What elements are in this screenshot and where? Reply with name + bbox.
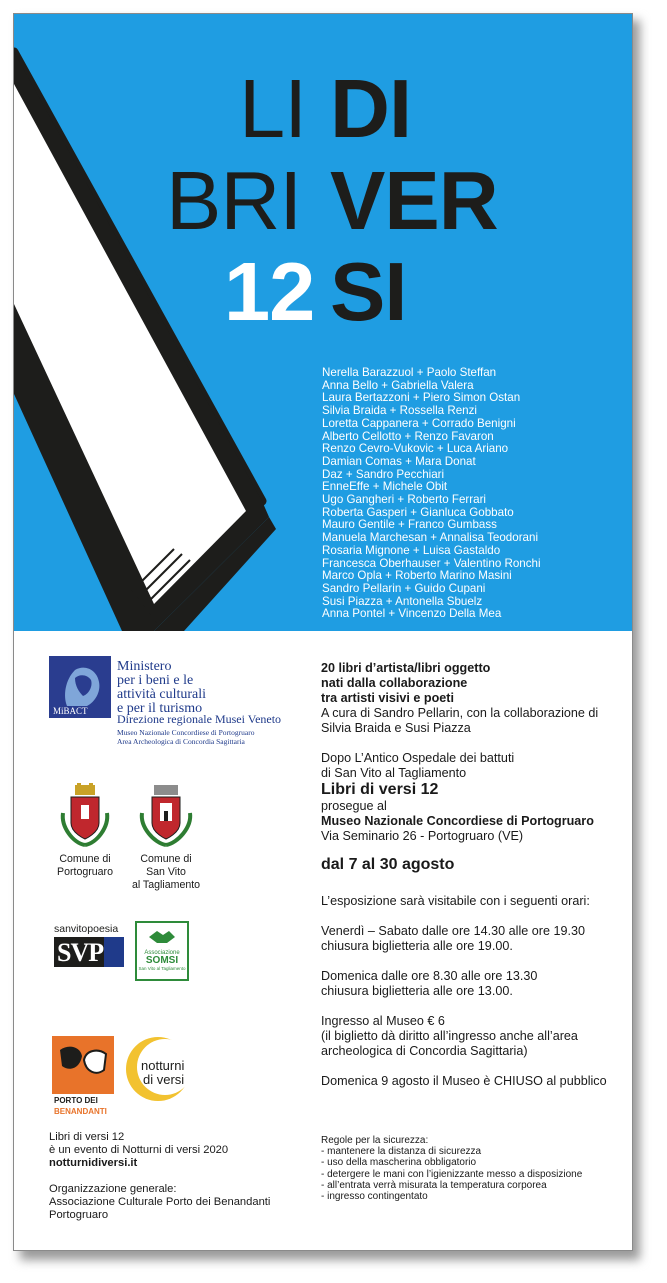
safety-item: - uso della mascherina obbligatorio	[321, 1157, 477, 1169]
safety-item: - all’entrata verrà misurata la temperatura corporea	[321, 1179, 547, 1191]
portogruaro-crest-icon	[59, 783, 111, 849]
safety-rules	[321, 1135, 621, 1202]
artist-pair: Laura Bertazzoni + Piero Simon Ostan	[322, 391, 521, 405]
safety-item: - ingresso contingentato	[321, 1191, 428, 1203]
comune-portogruaro	[52, 783, 118, 879]
artist-pair: Sandro Pellarin + Guido Cupani	[322, 581, 486, 595]
comune1-line2: Portogruaro	[57, 866, 113, 878]
venue-after-line: Dopo L’Antico Ospedale dei battuti	[321, 751, 515, 765]
hours-intro: L’esposizione sarà visitabile con i seguenti orari:	[321, 894, 590, 908]
info-column	[321, 661, 621, 1089]
direzione-text: Direzione regionale Musei Veneto	[117, 712, 282, 726]
title-si: SI	[330, 245, 407, 338]
artist-pair: Loretta Cappanera + Corrado Benigni	[322, 416, 516, 430]
notturni-logo	[123, 1034, 193, 1104]
artist-pair: Anna Bello + Gabriella Valera	[322, 378, 474, 392]
ministero-text: Ministero per i beni e le attività culturali e per il turismo	[117, 659, 207, 716]
venue-after-line: di San Vito al Tagliamento	[321, 766, 467, 780]
somsi-text: SOMSI	[145, 955, 179, 966]
artists-list	[322, 367, 622, 621]
notturni-line2: di versi	[143, 1072, 185, 1087]
notturni-line1: notturni	[141, 1058, 185, 1073]
masks-icon	[52, 1036, 114, 1094]
artist-pair: Alberto Cellotto + Renzo Favaron	[322, 429, 494, 443]
ticket-info: Ingresso al Museo € 6 (il biglietto dà diritto all’ingresso anche all’area archeologica di Concordia Sagittaria)	[321, 1014, 578, 1058]
intro-line: 20 libri d’artista/libri oggetto	[321, 661, 491, 675]
san-vito-crest-icon	[138, 783, 194, 849]
safety-title: Regole per la sicurezza:	[321, 1135, 429, 1146]
artist-pair: Susi Piazza + Antonella Sbuelz	[322, 594, 483, 608]
mibac-logo	[49, 656, 309, 756]
comune2-line1: Comune di	[140, 853, 192, 865]
mibac-badge	[49, 656, 111, 718]
somsi-assoc: Associazione	[144, 950, 180, 956]
venue-continues: prosegue al	[321, 799, 387, 813]
exhibition-dates: dal 7 al 30 agosto	[321, 856, 455, 873]
museum-name: Museo Nazionale Concordiese di Portogruaro	[321, 814, 594, 828]
museo-subtext: Museo Nazionale Concordiese di Portogruaro Area Archeologica di Concordia Sagittaria	[117, 728, 255, 746]
artist-pair: Anna Pontel + Vincenzo Della Mea	[322, 607, 502, 621]
title-ver: VER	[330, 154, 498, 247]
comune2-line3: al Tagliamento	[131, 879, 201, 891]
svp-mark	[54, 937, 124, 967]
hours-fri-sat: Venerdì – Sabato dalle ore 14.30 alle ore 19.30 chiusura biglietteria alle ore 19.00.	[321, 924, 585, 953]
safety-item: - detergere le mani con l’igienizzante messo a disposizione	[321, 1168, 583, 1180]
somsi-logo	[135, 921, 189, 981]
artist-pair: Ugo Gangheri + Roberto Ferrari	[322, 493, 486, 507]
handshake-icon	[147, 925, 177, 945]
porto-line1: PORTO DEI	[54, 1096, 98, 1105]
mibac-badge-text: MiBACT	[53, 706, 88, 716]
artist-pair: Francesca Oberhauser + Valentino Ronchi	[322, 556, 541, 570]
artist-pair: Nerella Barazzuol + Paolo Steffan	[322, 366, 497, 379]
artist-pair: Silvia Braida + Rossella Renzi	[322, 404, 477, 418]
intro-block	[321, 661, 621, 736]
porto-orange-block	[52, 1036, 114, 1094]
somsi-sub: San Vito al Tagliamento	[138, 966, 186, 971]
event-name: Libri di versi 12	[321, 781, 439, 798]
venue-block	[321, 751, 621, 844]
title-bri: BRI	[166, 154, 302, 247]
hours-sunday: Domenica dalle ore 8.30 alle ore 13.30 chiusura biglietteria alle ore 13.00.	[321, 969, 538, 998]
intro-line: nati dalla collaborazione	[321, 676, 468, 690]
artist-pair: EnneEffe + Michele Obit	[322, 480, 448, 494]
artist-pair: Mauro Gentile + Franco Gumbass	[322, 518, 497, 532]
artist-pair: Marco Opla + Roberto Marino Masini	[322, 569, 512, 583]
artist-pair: Damian Comas + Mara Donat	[322, 454, 476, 468]
poster	[13, 13, 633, 1251]
mibac-head-icon	[49, 656, 111, 718]
comune2-line2: San Vito	[146, 866, 186, 878]
title-12: 12	[224, 245, 315, 338]
footer-left	[49, 1131, 319, 1222]
comune1-line1: Comune di	[59, 853, 111, 865]
sanvitopoesia-text: sanvitopoesia	[54, 923, 119, 935]
intro-line: tra artisti visivi e poeti	[321, 691, 454, 705]
porto-benandanti-logo	[52, 1036, 114, 1126]
porto-line2: BENANDANTI	[54, 1107, 107, 1116]
artist-pair: Rosaria Mignone + Luisa Gastaldo	[322, 543, 501, 557]
svp-letters: SVP	[57, 938, 104, 967]
artist-pair: Daz + Sandro Pecchiari	[322, 467, 445, 481]
title-li: LI	[239, 62, 307, 155]
artist-pair: Roberta Gasperi + Gianluca Gobbato	[322, 505, 514, 519]
curated-by: A cura di Sandro Pellarin, con la collaborazione di Silvia Braida e Susi Piazza	[321, 706, 599, 735]
organization-block: Organizzazione generale: Associazione Culturale Porto dei Benandanti Portogruaro	[49, 1183, 271, 1221]
comune-san-vito	[126, 783, 206, 892]
title-di: DI	[330, 62, 411, 155]
artist-pair: Manuela Marchesan + Annalisa Teodorani	[322, 531, 539, 545]
sanvitopoesia-logo	[54, 923, 129, 967]
closed-notice: Domenica 9 agosto il Museo è CHIUSO al pubblico	[321, 1074, 607, 1088]
footer-event-line: Libri di versi 12	[49, 1131, 125, 1143]
museum-address: Via Seminario 26 - Portogruaro (VE)	[321, 829, 524, 843]
artist-pair: Renzo Cevro-Vukovic + Luca Ariano	[322, 442, 509, 456]
safety-item: - mantenere la distanza di sicurezza	[321, 1146, 482, 1158]
footer-event-line: è un evento di Notturni di versi 2020	[49, 1144, 229, 1156]
website-link[interactable]: notturnidiversi.it	[49, 1157, 138, 1169]
